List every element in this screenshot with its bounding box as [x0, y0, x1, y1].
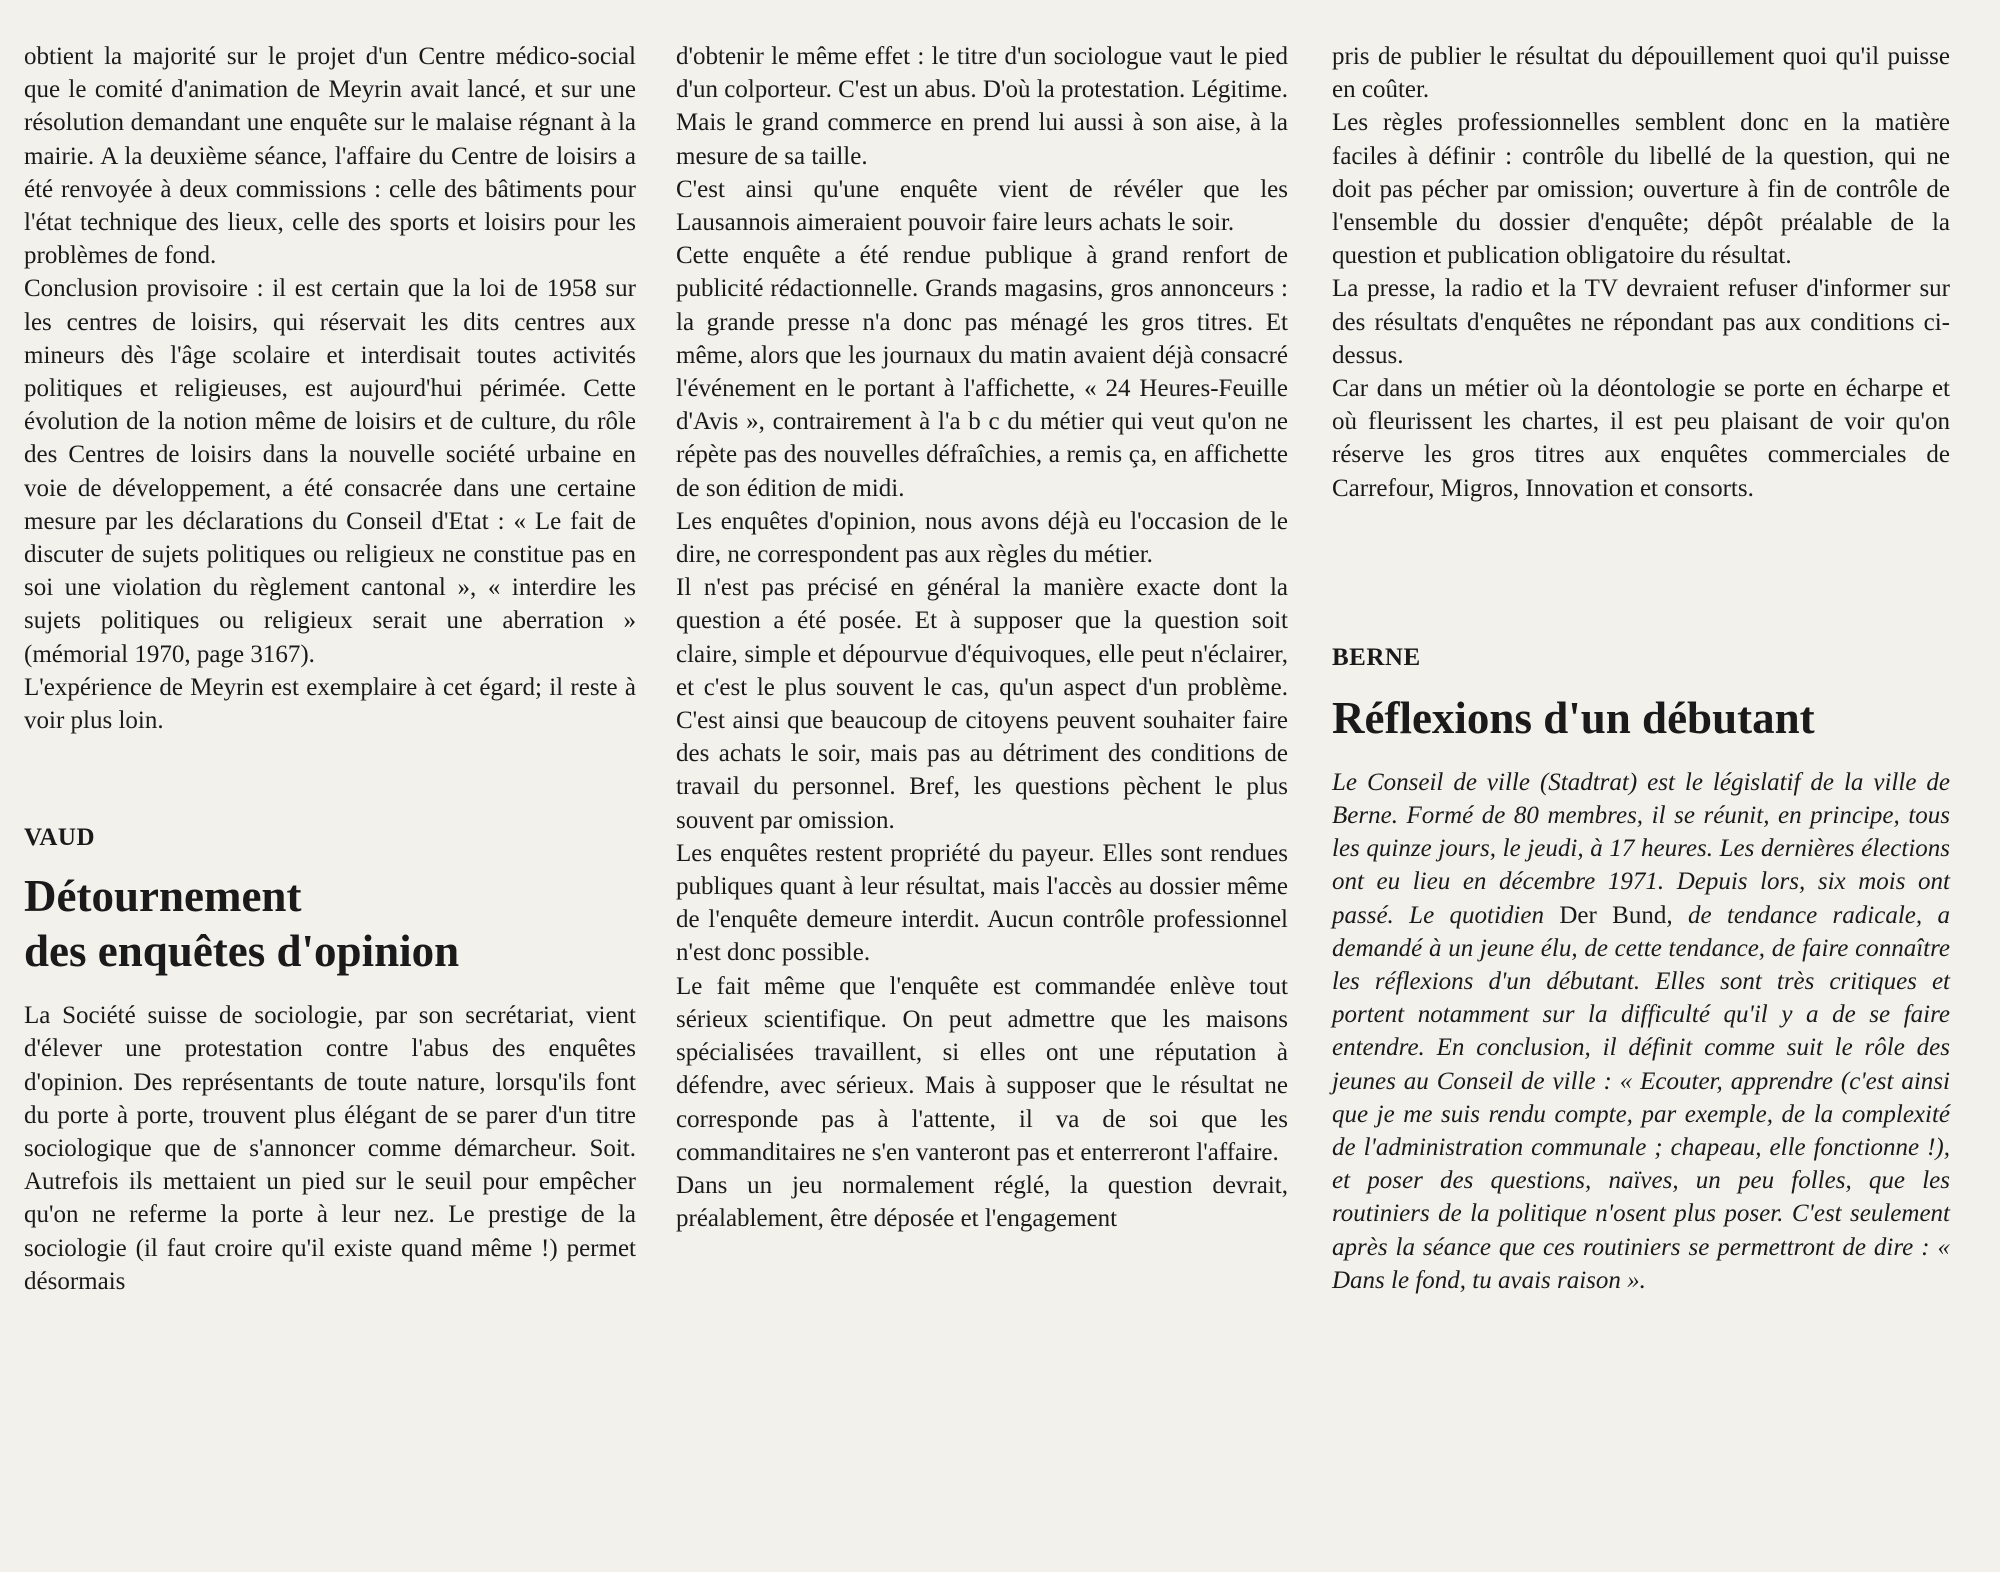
paragraph: d'obtenir le même effet : le titre d'un sociologue vaut le pied d'un colporteur. C'est un abus. D'où la protestation. Légitime.	[676, 43, 1289, 104]
article-headline	[24, 869, 636, 979]
section-label-vaud: VAUD	[24, 824, 95, 852]
intro-text: , de tendance radicale, a demandé à un jeune élu, de cette tendance, de faire connaître les réflexions d'un débutant. Elles sont très critiques et portent notamment sur la difficulté qu'il y a de se faire entendre. En conclusion, il définit comme suit le rôle des jeunes au Conseil de ville : « Ecouter, apprendre (c'est ainsi que je me suis rendu compte, par exemple, de la complexité de l'administration communale ; chapeau, elle fonctionne !), et poser des questions, naïves, un peu folles, que les routiniers de la politique n'osent plus poser. C'est seulement après la séance que ces routiniers se permettront de dire : « Dans le fond, tu avais raison ».	[1332, 901, 1950, 1294]
newspaper-name: Der Bund	[1559, 901, 1667, 929]
column-3	[1332, 40, 1950, 1297]
paragraph: pris de publier le résultat du dépouillement quoi qu'il puisse en coûter.	[1332, 43, 1950, 104]
article-headline: Réflexions d'un débutant	[1332, 692, 1815, 743]
paragraph: Les règles professionnelles semblent donc en la matière faciles à définir : contrôle du libellé de la question, qui ne doit pas pécher par omission; ouverture à fin de contrôle de l'ensemble du dossier d'enquête; dépôt préalable de la question et publication obligatoire du résultat.	[1332, 109, 1950, 270]
paragraph: Le fait même que l'enquête est commandée enlève tout sérieux scientifique. On peut admettre que les maisons spécialisées travaillent, si elles ont une réputation à défendre, avec sérieux. Mais à supposer que le résultat ne corresponde pas à l'attente, il va de soi que les commanditaires ne s'en vanteront pas et enterreront l'affaire.	[676, 972, 1288, 1166]
paragraph: Car dans un métier où la déontologie se porte en écharpe et où fleurissent les chartes, il est peu plaisant de voir qu'on réserve les gros titres aux enquêtes commerciales de Carrefour, Migros, Innovation et consorts.	[1332, 375, 1950, 502]
paragraph: La Société suisse de sociologie, par son secrétariat, vient d'élever une protestation contre l'abus des enquêtes d'opinion. Des représentants de toute nature, lorsqu'ils font du porte à porte, trouvent plus élégant de se parer d'un titre sociologique que de s'annoncer comme démarcheur. Soit. Autrefois ils mettaient un pied sur le seuil pour empêcher qu'on ne referme la porte à leur nez. Le prestige de la sociologie (il faut croire qu'il existe quand même !) permet désormais	[24, 1002, 636, 1295]
paragraph: Dans un jeu normalement réglé, la question devrait, préalablement, être déposée et l'engagement	[676, 1171, 1288, 1233]
paragraph: La presse, la radio et la TV devraient refuser d'informer sur des résultats d'enquêtes ne répondant pas aux conditions ci-dessus.	[1332, 275, 1950, 369]
paragraph: Les enquêtes restent propriété du payeur. Elles sont rendues publiques quant à leur résultat, mais l'accès au dossier même de l'enquête demeure interdit. Aucun contrôle professionnel n'est donc possible.	[676, 839, 1288, 967]
headline-line-2: des enquêtes d'opinion	[24, 926, 460, 977]
paragraph: obtient la majorité sur le projet d'un Centre médico-social que le comité d'animation de Meyrin avait lancé, et sur une résolution demandant une enquête sur le malaise régnant à la mairie. A la deuxième séance, l'affaire du Centre de loisirs a été renvoyée à deux commissions : celle des bâtiments pour l'état technique des lieux, celle des sports et loisirs pour les problèmes de fond.	[24, 43, 636, 270]
intro-text: Le Conseil de ville (Stadtrat) est le législatif de la ville de Berne. Formé de 80 membres, il se réunit, en principe, tous les quinze jours, le jeudi, à 17 heures. Les dernières élections ont eu lieu en décembre 1971. Depuis lors, six mois ont passé. Le quotidien	[1332, 768, 1950, 929]
paragraph: Mais le grand commerce en prend lui aussi à son aise, à la mesure de sa taille.	[676, 109, 1288, 170]
paragraph: Cette enquête a été rendue publique à grand renfort de publicité rédactionnelle. Grands magasins, gros annonceurs : la grande presse n'a donc pas ménagé les gros titres. Et même, alors que les journaux du matin avaient déjà consacré l'événement en le portant à l'affichette, « 24 Heures-Feuille d'Avis », contrairement à l'a b c du métier qui veut qu'on ne répète pas des nouvelles défraîchies, a remis ça, en affichette de son édition de midi.	[676, 242, 1288, 502]
headline-line-1: Détournement	[24, 871, 302, 922]
paragraph: Les enquêtes d'opinion, nous avons déjà eu l'occasion de le dire, ne correspondent pas aux règles du métier.	[676, 507, 1288, 569]
paragraph: C'est ainsi qu'une enquête vient de révéler que les Lausannois aimeraient pouvoir faire leurs achats le soir.	[676, 175, 1288, 237]
article-intro	[1332, 766, 1950, 1297]
column-1	[24, 40, 636, 1298]
paragraph: L'expérience de Meyrin est exemplaire à cet égard; il reste à voir plus loin.	[24, 673, 636, 735]
section-label-berne: BERNE	[1332, 643, 1421, 671]
paragraph: Il n'est pas précisé en général la manière exacte dont la question a été posée. Et à supposer que la question soit claire, simple et dépourvue d'équivoques, elle peut n'éclairer, et c'est le plus souvent le cas, qu'un aspect d'un problème. C'est ainsi que beaucoup de citoyens peuvent souhaiter faire des achats le soir, mais pas au détriment des conditions de travail du personnel. Bref, les questions pèchent le plus souvent par omission.	[676, 574, 1288, 834]
paragraph: Conclusion provisoire : il est certain que la loi de 1958 sur les centres de loisirs, qui réservait les dits centres aux mineurs dès l'âge scolaire et interdisait toutes activités politiques et religieuses, est aujourd'hui périmée. Cette évolution de la notion même de loisirs et de culture, du rôle des Centres de loisirs dans la nouvelle société urbaine en voie de développement, a été consacrée dans une certaine mesure par les déclarations du Conseil d'Etat : « Le fait de discuter de sujets politiques ou religieux ne constitue pas en soi une violation du règlement cantonal », « interdire les sujets politiques ou religieux serait une aberration » (mémorial 1970, page 3167).	[24, 275, 636, 668]
column-2	[676, 40, 1288, 1235]
